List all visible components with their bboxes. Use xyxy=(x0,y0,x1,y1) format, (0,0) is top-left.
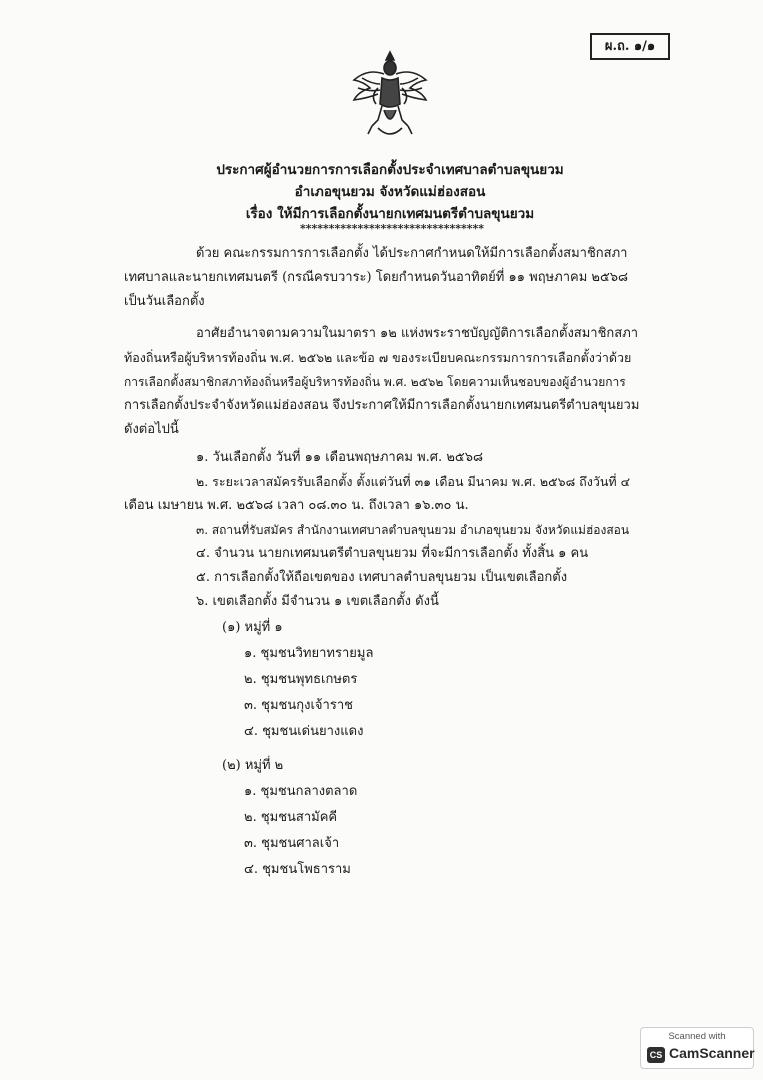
garuda-emblem-icon xyxy=(348,48,432,144)
moo2-community-1: ๑. ชุมชนกลางตลาด xyxy=(244,784,358,799)
item-election-date: ๑. วันเลือกตั้ง วันที่ ๑๑ เดือนพฤษภาคม พ.ศ. ๒๕๖๘ xyxy=(196,450,484,465)
camscanner-badge xyxy=(640,1027,754,1069)
announcement-subject: เรื่อง ให้มีการเลือกตั้งนายกเทศมนตรีตำบลขุนยวม xyxy=(245,206,535,222)
para2-line5: ดังต่อไปนี้ xyxy=(124,422,179,437)
header-separator: ******************************** xyxy=(299,222,485,235)
para1-line2: เทศบาลและนายกเทศมนตรี (กรณีครบวาระ) โดยกำหนดวันอาทิตย์ที่ ๑๑ พฤษภาคม ๒๕๖๘ xyxy=(124,270,629,285)
item-application-place: ๓. สถานที่รับสมัคร สำนักงานเทศบาลตำบลขุนยวม อำเภอขุนยวม จังหวัดแม่ฮ่องสอน xyxy=(196,523,630,537)
moo1-community-3: ๓. ชุมชนกุงเจ้าราช xyxy=(244,698,353,713)
camscanner-logo-icon: CS xyxy=(647,1047,665,1063)
para2-line3: การเลือกตั้งสมาชิกสภาท้องถิ่นหรือผู้บริหารท้องถิ่น พ.ศ. ๒๕๖๒ โดยความเห็นชอบของผู้อำนวยการ xyxy=(124,375,626,389)
item-constituency-count: ๖. เขตเลือกตั้ง มีจำนวน ๑ เขตเลือกตั้ง ดังนี้ xyxy=(196,594,439,609)
para1-line3: เป็นวันเลือกตั้ง xyxy=(124,294,205,309)
moo1-title: (๑) หมู่ที่ ๑ xyxy=(222,620,283,635)
camscanner-name: CamScanner xyxy=(669,1045,755,1061)
item-application-period-cont: เดือน เมษายน พ.ศ. ๒๕๖๘ เวลา ๐๘.๓๐ น. ถึงเวลา ๑๖.๓๐ น. xyxy=(124,498,469,513)
item-mayor-count: ๔. จำนวน นายกเทศมนตรีตำบลขุนยวม ที่จะมีการเลือกตั้ง ทั้งสิ้น ๑ คน xyxy=(196,546,589,561)
moo2-community-2: ๒. ชุมชนสามัคคี xyxy=(244,810,338,825)
moo2-title: (๒) หมู่ที่ ๒ xyxy=(222,758,284,773)
scanned-with-label: Scanned with xyxy=(668,1031,726,1042)
para2-line2: ท้องถิ่นหรือผู้บริหารท้องถิ่น พ.ศ. ๒๕๖๒ และข้อ ๗ ของระเบียบคณะกรรมการการเลือกตั้งว่าด้วย xyxy=(124,350,632,365)
para1-line1: ด้วย คณะกรรมการการเลือกตั้ง ได้ประกาศกำหนดให้มีการเลือกตั้งสมาชิกสภา xyxy=(196,246,628,261)
para2-line1: อาศัยอำนาจตามความในมาตรา ๑๒ แห่งพระราชบัญญัติการเลือกตั้งสมาชิกสภา xyxy=(196,326,639,341)
announcement-location: อำเภอขุนยวม จังหวัดแม่ฮ่องสอน xyxy=(294,184,486,200)
form-code-box: ผ.ถ. ๑/๑ xyxy=(590,33,670,60)
item-constituency: ๕. การเลือกตั้งให้ถือเขตของ เทศบาลตำบลขุนยวม เป็นเขตเลือกตั้ง xyxy=(196,570,568,585)
moo2-community-4: ๔. ชุมชนโพธาราม xyxy=(244,862,351,877)
moo1-community-4: ๔. ชุมชนเด่นยางแดง xyxy=(244,724,364,739)
moo1-community-1: ๑. ชุมชนวิทยาทรายมูล xyxy=(244,646,374,661)
para2-line4: การเลือกตั้งประจำจังหวัดแม่ฮ่องสอน จึงประกาศให้มีการเลือกตั้งนายกเทศมนตรีตำบลขุนยวม xyxy=(124,398,640,413)
moo1-community-2: ๒. ชุมชนพุทธเกษตร xyxy=(244,672,358,687)
announcement-title: ประกาศผู้อำนวยการการเลือกตั้งประจำเทศบาลตำบลขุนยวม xyxy=(216,162,564,178)
item-application-period: ๒. ระยะเวลาสมัครรับเลือกตั้ง ตั้งแต่วันที่ ๓๑ เดือน มีนาคม พ.ศ. ๒๕๖๘ ถึงวันที่ ๔ xyxy=(196,474,631,489)
moo2-community-3: ๓. ชุมชนศาลเจ้า xyxy=(244,836,340,851)
